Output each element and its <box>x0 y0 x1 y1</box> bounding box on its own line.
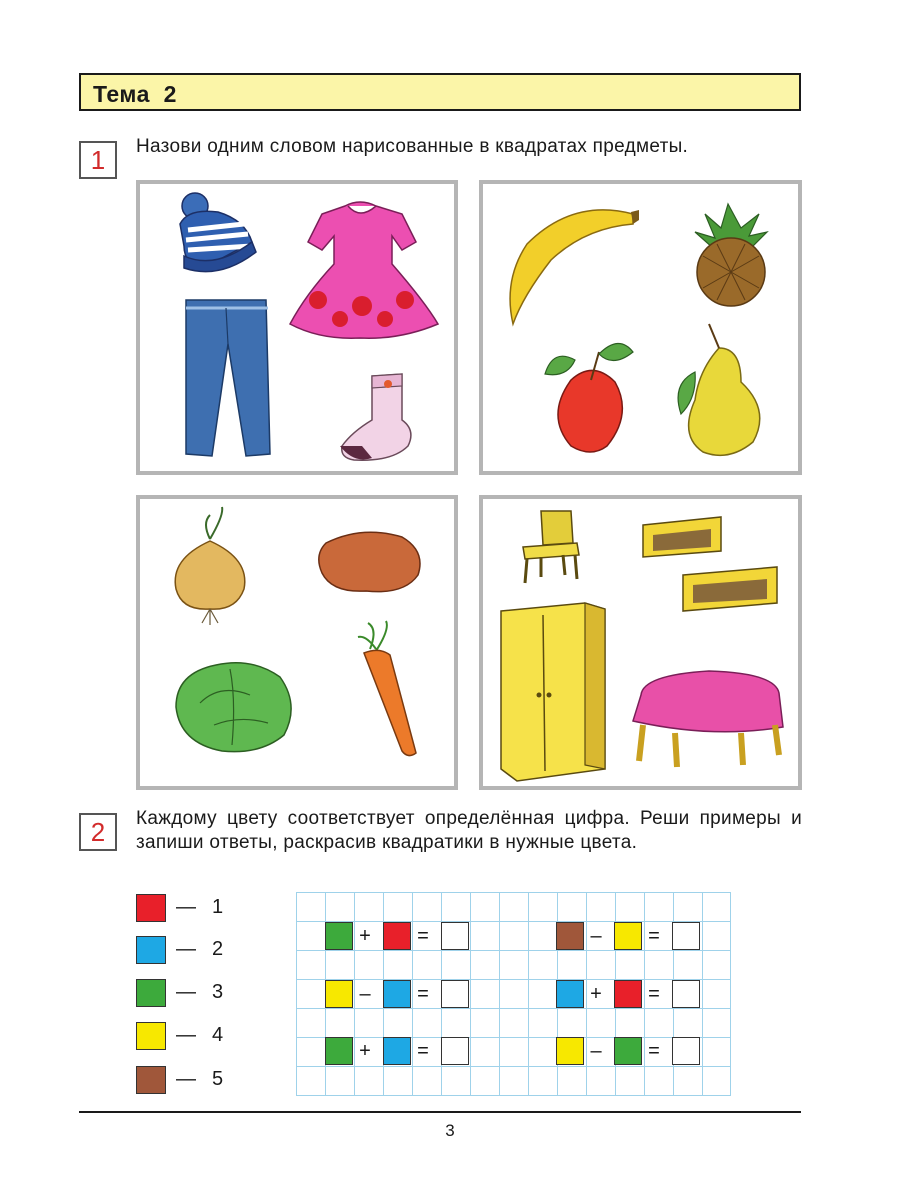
legend-dash: — <box>176 896 196 918</box>
equals-sign: = <box>417 983 429 1005</box>
pear-icon <box>678 324 760 455</box>
fruits-illustration <box>483 184 798 471</box>
operator-sign: + <box>590 983 602 1005</box>
topic-title: Тема 2 <box>93 81 177 107</box>
task-1-text: Назови одним словом нарисованные в квадратах предметы. <box>136 136 689 157</box>
legend-color-swatch <box>136 979 166 1007</box>
legend-number: 4 <box>212 1024 224 1046</box>
legend-number: 5 <box>212 1068 224 1090</box>
equals-sign: = <box>417 1040 429 1062</box>
operand-b-square <box>614 1037 642 1065</box>
panel-vegetables <box>136 495 458 790</box>
operator-sign: – <box>359 983 371 1005</box>
operand-b-square <box>383 922 411 950</box>
legend-number: 1 <box>212 896 224 918</box>
pineapple-icon <box>695 204 767 306</box>
topic-header <box>79 73 801 111</box>
cabbage-icon <box>176 663 291 752</box>
furniture-illustration <box>483 499 798 786</box>
operand-a-square <box>556 922 584 950</box>
clothes-illustration <box>140 184 454 471</box>
answer-square[interactable] <box>672 1037 700 1065</box>
legend-color-swatch <box>136 1022 166 1050</box>
answer-square[interactable] <box>672 980 700 1008</box>
operand-a-square <box>325 980 353 1008</box>
operand-b-square <box>614 980 642 1008</box>
legend-number: 3 <box>212 981 224 1003</box>
banana-icon <box>510 210 639 324</box>
operator-sign: + <box>359 925 371 947</box>
task-2-text: Каждому цвету соответствует определённая цифра. Реши примеры и запиши ответы, раскрасив квадратики в нужные цвета. <box>136 808 802 853</box>
onion-icon <box>175 507 245 625</box>
dress-icon <box>290 202 438 338</box>
answer-square[interactable] <box>672 922 700 950</box>
shelf-icon-2 <box>683 567 777 611</box>
operator-sign: – <box>590 925 602 947</box>
carrot-icon <box>358 621 416 756</box>
operand-b-square <box>383 980 411 1008</box>
chair-icon <box>523 511 579 583</box>
sock-icon <box>340 374 411 460</box>
wardrobe-icon <box>501 603 605 781</box>
operand-a-square <box>325 1037 353 1065</box>
operand-a-square <box>556 980 584 1008</box>
operand-a-square <box>556 1037 584 1065</box>
legend-color-swatch <box>136 894 166 922</box>
jeans-icon <box>186 300 270 456</box>
potato-icon <box>319 532 420 591</box>
panel-fruits <box>479 180 802 475</box>
answer-square[interactable] <box>441 980 469 1008</box>
legend-number: 2 <box>212 938 224 960</box>
hat-icon <box>180 193 256 272</box>
equals-sign: = <box>648 1040 660 1062</box>
panel-clothes <box>136 180 458 475</box>
table-icon <box>633 671 783 767</box>
legend-color-swatch <box>136 1066 166 1094</box>
operand-b-square <box>614 922 642 950</box>
legend-dash: — <box>176 938 196 960</box>
answer-square[interactable] <box>441 1037 469 1065</box>
legend-dash: — <box>176 1024 196 1046</box>
operand-a-square <box>325 922 353 950</box>
equals-sign: = <box>648 925 660 947</box>
operator-sign: + <box>359 1040 371 1062</box>
equals-sign: = <box>648 983 660 1005</box>
answer-square[interactable] <box>441 922 469 950</box>
apple-icon <box>545 343 633 452</box>
legend-color-swatch <box>136 936 166 964</box>
footer-divider <box>79 1111 801 1113</box>
operator-sign: – <box>590 1040 602 1062</box>
panel-furniture <box>479 495 802 790</box>
page-number: 3 <box>445 1121 455 1140</box>
legend-dash: — <box>176 981 196 1003</box>
operand-b-square <box>383 1037 411 1065</box>
shelf-icon <box>643 517 721 557</box>
task-number-2: 2 <box>79 813 117 851</box>
legend-dash: — <box>176 1068 196 1090</box>
vegetables-illustration <box>140 499 454 786</box>
task-number-1: 1 <box>79 141 117 179</box>
equals-sign: = <box>417 925 429 947</box>
